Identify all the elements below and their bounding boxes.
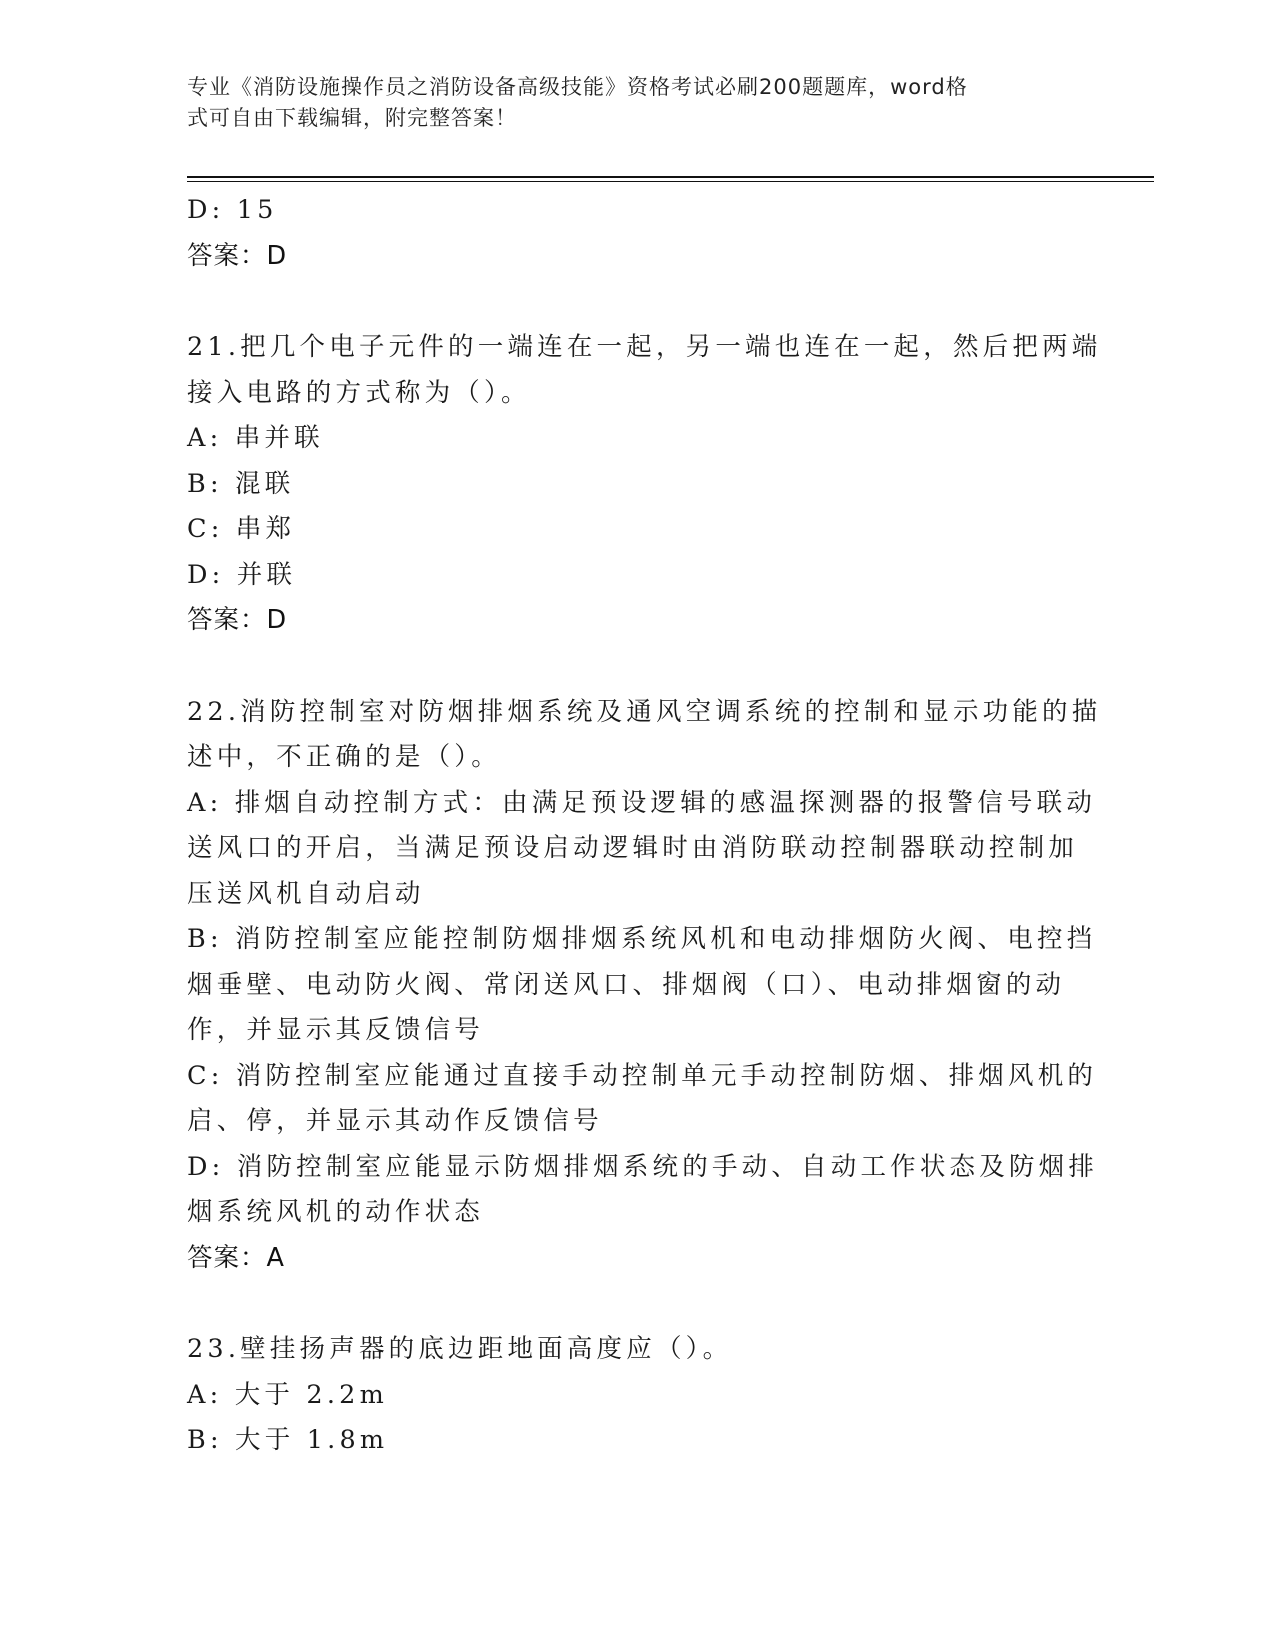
question-stem-cont: 接入电路的方式称为（）。 bbox=[187, 377, 531, 408]
question-stem: 21.把几个电子元件的一端连在一起，另一端也连在一起，然后把两端 bbox=[187, 332, 1102, 362]
answer-line: 答案：D bbox=[187, 240, 288, 271]
option-b: B: 消防控制室应能控制防烟排烟系统风机和电动排烟防火阀、电控挡 bbox=[187, 924, 1097, 954]
answer-line: 答案：D bbox=[187, 605, 288, 635]
option-d: D: 15 bbox=[187, 195, 278, 225]
option-b: B: 混联 bbox=[187, 468, 295, 499]
option-b-cont: 作，并显示其反馈信号 bbox=[187, 1015, 485, 1045]
spacer bbox=[187, 644, 1087, 690]
option-a: A: 大于 2.2m bbox=[187, 1379, 388, 1410]
option-b-cont: 烟垂壁、电动防火阀、常闭送风口、排烟阀（口）、电动排烟窗的动 bbox=[187, 969, 1066, 1000]
option-b: B: 大于 1.8m bbox=[187, 1425, 389, 1455]
option-a: A: 排烟自动控制方式：由满足预设逻辑的感温探测器的报警信号联动 bbox=[187, 787, 1097, 818]
option-a-cont: 送风口的开启，当满足预设启动逻辑时由消防联动控制器联动控制加 bbox=[187, 833, 1079, 863]
option-d-cont: 烟系统风机的动作状态 bbox=[187, 1197, 485, 1227]
option-d: D: 并联 bbox=[187, 559, 297, 590]
option-a: A: 串并联 bbox=[187, 423, 324, 453]
spacer bbox=[187, 279, 1087, 325]
option-c: C: 消防控制室应能通过直接手动控制单元手动控制防烟、排烟风机的 bbox=[187, 1060, 1098, 1091]
question-content bbox=[187, 188, 1102, 1464]
header-divider-thick bbox=[187, 176, 1154, 178]
option-c-cont: 启、停，并显示其动作反馈信号 bbox=[187, 1106, 603, 1136]
question-block-22 bbox=[187, 690, 1102, 1282]
option-d: D: 消防控制室应能显示防烟排烟系统的手动、自动工作状态及防烟排 bbox=[187, 1151, 1099, 1182]
header-divider-thin bbox=[187, 181, 1154, 182]
question-stem: 23.壁挂扬声器的底边距地面高度应（）。 bbox=[187, 1334, 733, 1364]
question-stem: 22.消防控制室对防烟排烟系统及通风空调系统的控制和显示功能的描 bbox=[187, 696, 1102, 727]
option-a-cont: 压送风机自动启动 bbox=[187, 878, 425, 909]
header-line-2: 式可自由下载编辑，附完整答案！ bbox=[187, 106, 517, 130]
option-c: C: 串郑 bbox=[187, 514, 296, 544]
page-header bbox=[187, 72, 1067, 134]
question-block-prev bbox=[187, 188, 1087, 279]
spacer bbox=[187, 1281, 1087, 1327]
question-block-23 bbox=[187, 1327, 1087, 1464]
header-line-1: 专业《消防设施操作员之消防设备高级技能》资格考试必刷200题题库，word格 bbox=[187, 75, 968, 99]
question-block-21 bbox=[187, 325, 1102, 644]
answer-line: 答案：A bbox=[187, 1242, 285, 1273]
question-stem-cont: 述中，不正确的是（）。 bbox=[187, 742, 501, 772]
